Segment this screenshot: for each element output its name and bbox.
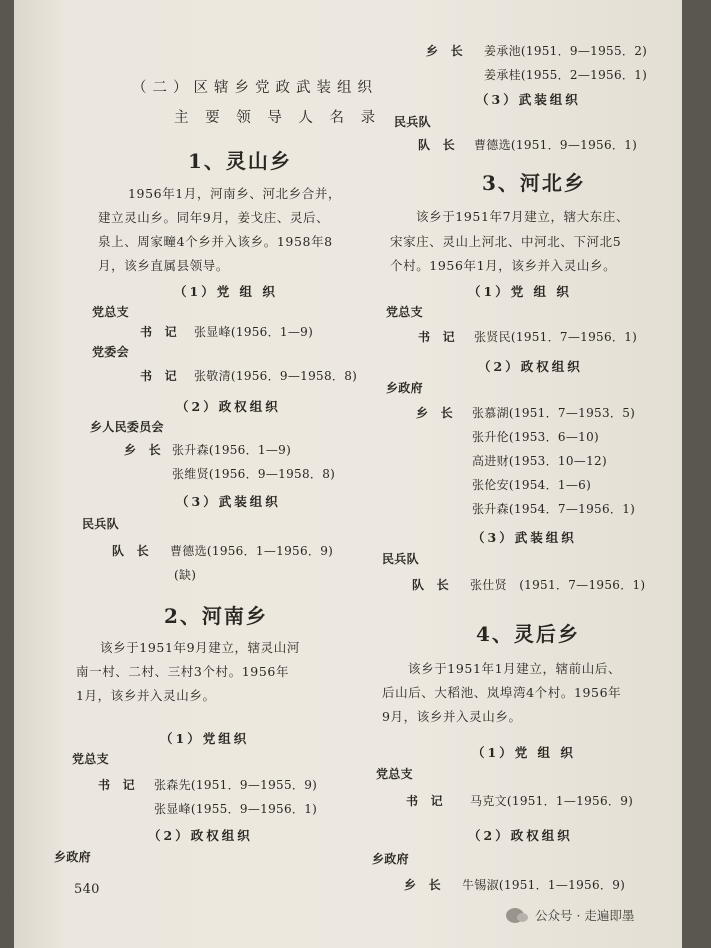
org-label: 党委会 [92, 345, 129, 359]
person-entry: 张仕贤 (1951．7—1956．1) [470, 578, 646, 592]
heading-linghou: 4、灵后乡 [476, 622, 580, 646]
intro-line: 月，该乡直属县领导。 [98, 258, 230, 273]
org-label: 党总支 [376, 767, 413, 781]
intro-line: 该乡于1951年9月建立，辖灵山河 [100, 640, 300, 655]
position-title: 乡 长 [416, 406, 453, 420]
org-label: 党总支 [72, 752, 109, 766]
person-entry: 姜承桂(1955．2—1956．1) [484, 68, 648, 82]
party-org-label: （1）党组织 [160, 731, 250, 746]
position-title: 乡 长 [124, 443, 161, 457]
section-title: （二）区辖乡党政武装组织 [132, 80, 378, 96]
position-title: 乡 长 [404, 878, 441, 892]
org-label: 党总支 [386, 305, 423, 319]
person-entry: 张慕湖(1951．7—1953．5) [472, 406, 636, 420]
person-entry: 张维贤(1956．9—1958．8) [172, 467, 336, 481]
person-entry: 马克文(1951．1—1956．9) [470, 794, 634, 808]
book-page [14, 0, 682, 948]
position-title: 书 记 [406, 794, 443, 808]
intro-line: 该乡于1951年7月建立，辖大东庄、 [416, 209, 630, 224]
armed-org-label: （3）武装组织 [472, 530, 577, 545]
armed-org-label: （3）武装组织 [176, 494, 281, 509]
position-title: 队 长 [418, 138, 455, 152]
person-entry: 张森先(1951．9—1955．9) [154, 778, 318, 792]
position-title: 队 长 [412, 578, 449, 592]
org-label: 乡政府 [372, 852, 409, 866]
gov-org-label: （2）政权组织 [148, 828, 253, 843]
org-label: 民兵队 [382, 552, 419, 566]
person-entry: 张显峰(1956．1—9) [194, 325, 314, 339]
page-number: 540 [74, 882, 100, 897]
gov-org-label: （2）政权组织 [468, 828, 573, 843]
org-label: 民兵队 [82, 517, 119, 531]
wechat-icon [506, 908, 524, 923]
person-entry: 张伦安(1954．1—6) [472, 478, 592, 492]
heading-lingshan: 1、灵山乡 [188, 149, 292, 173]
person-entry: 张敬清(1956．9—1958．8) [194, 369, 358, 383]
intro-line: 个村。1956年1月，该乡并入灵山乡。 [390, 258, 617, 273]
missing-note: (缺) [174, 568, 197, 582]
intro-line: 9月，该乡并入灵山乡。 [382, 709, 522, 724]
party-org-label: （1）党 组 织 [174, 284, 278, 299]
person-entry: 牛锡淑(1951．1—1956．9) [462, 878, 626, 892]
intro-line: 1月，该乡并入灵山乡。 [76, 688, 216, 703]
person-entry: 高进财(1953．10—12) [472, 454, 607, 468]
position-title: 书 记 [140, 325, 177, 339]
intro-line: 宋家庄、灵山上河北、中河北、下河北5 [390, 234, 622, 249]
watermark [506, 906, 634, 924]
gov-org-label: （2）政权组织 [176, 399, 281, 414]
intro-line: 1956年1月，河南乡、河北乡合并， [128, 186, 342, 201]
org-label: 民兵队 [394, 115, 431, 129]
party-org-label: （1）党 组 织 [468, 284, 572, 299]
position-title: 书 记 [98, 778, 135, 792]
heading-henan: 2、河南乡 [164, 604, 268, 628]
party-org-label: （1）党 组 织 [472, 745, 576, 760]
person-entry: 姜承池(1951．9—1955．2) [484, 44, 648, 58]
gov-org-label: （2）政权组织 [478, 359, 583, 374]
org-label: 党总支 [92, 305, 129, 319]
org-label: 乡政府 [386, 381, 423, 395]
position-title: 队 长 [112, 544, 149, 558]
position-title: 乡 长 [426, 44, 463, 58]
intro-line: 建立灵山乡。同年9月，姜戈庄、灵后、 [98, 210, 330, 225]
intro-line: 该乡于1951年1月建立，辖前山后、 [408, 661, 622, 676]
person-entry: 曹德选(1956．1—1956．9) [170, 544, 334, 558]
person-entry: 张升伦(1953．6—10) [472, 430, 600, 444]
org-label: 乡政府 [54, 850, 91, 864]
armed-org-label: （3）武装组织 [476, 92, 581, 107]
intro-line: 南一村、二村、三村3个村。1956年 [76, 664, 290, 679]
intro-line: 后山后、大稻池、岚埠湾4个村。1956年 [382, 685, 622, 700]
org-label: 乡人民委员会 [90, 420, 164, 434]
watermark-text: 公众号 · 走遍即墨 [535, 908, 635, 923]
section-subtitle: 主 要 领 导 人 名 录 [174, 110, 382, 126]
person-entry: 张显峰(1955．9—1956．1) [154, 802, 318, 816]
position-title: 书 记 [418, 330, 455, 344]
person-entry: 张升森(1956．1—9) [172, 443, 292, 457]
person-entry: 张贤民(1951．7—1956．1) [474, 330, 638, 344]
person-entry: 曹德选(1951．9—1956．1) [474, 138, 638, 152]
intro-line: 泉上、周家疃4个乡并入该乡。1958年8 [98, 234, 333, 249]
heading-hebei: 3、河北乡 [482, 171, 586, 195]
position-title: 书 记 [140, 369, 177, 383]
person-entry: 张升森(1954．7—1956．1) [472, 502, 636, 516]
